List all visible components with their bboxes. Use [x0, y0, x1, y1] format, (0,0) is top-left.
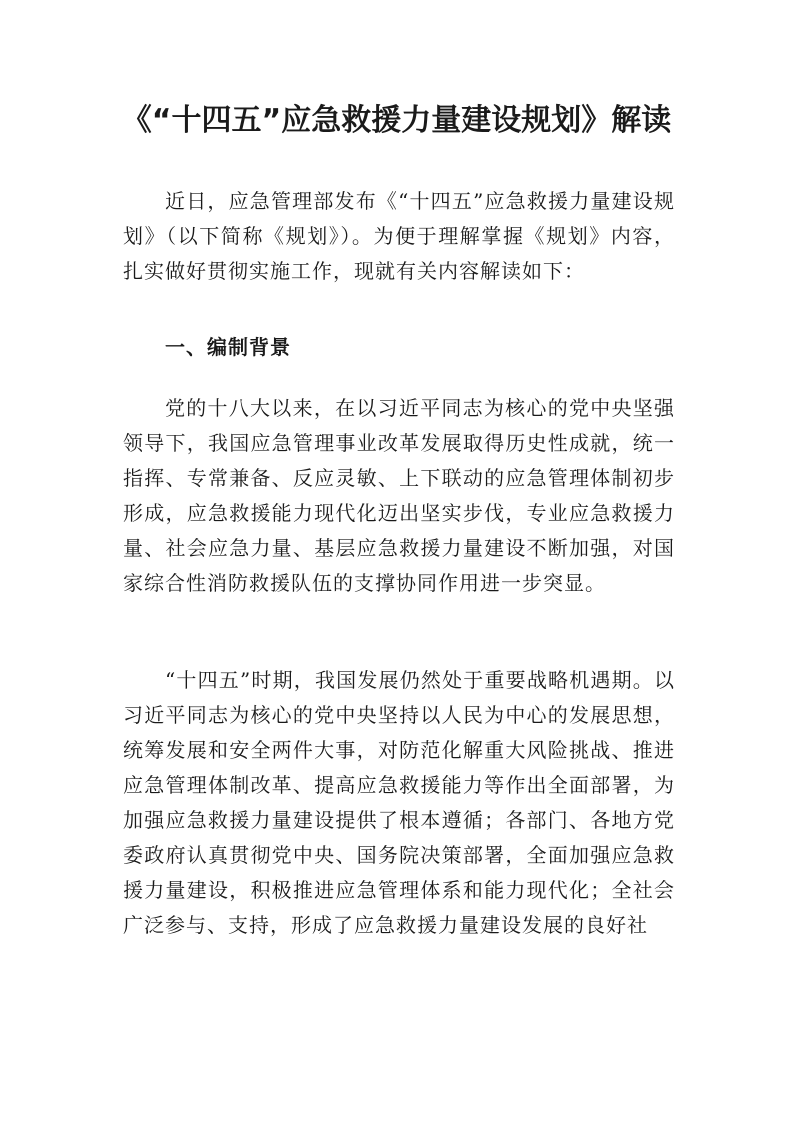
section-heading: 一、编制背景 [165, 335, 291, 359]
intro-paragraph: 近日，应急管理部发布《“十四五”应急救援力量建设规划》（以下简称《规划》）。为便于理解掌握《规划》内容，扎实做好贯彻实施工作，现就有关内容解读如下： [123, 189, 675, 283]
background-paragraph-2: “十四五”时期，我国发展仍然处于重要战略机遇期。以习近平同志为核心的党中央坚持以人民为中心的发展思想，统筹发展和安全两件大事，对防范化解重大风险挑战、推进应急管理体制改革、提高应急救援能力等作出全面部署，为加强应急救援力量建设提供了根本遵循；各部门、各地方党委政府认真贯彻党中央、国务院决策部署，全面加强应急救援力量建设，积极推进应急管理体系和能力现代化；全社会广泛参与、支持，形成了应急救援力量建设发展的良好社 [123, 668, 675, 937]
document-title: 《“十四五”应急救援力量建设规划》解读 [121, 103, 672, 138]
background-paragraph-1: 党的十八大以来，在以习近平同志为核心的党中央坚强领导下，我国应急管理事业改革发展取得历史性成就，统一指挥、专常兼备、反应灵敏、上下联动的应急管理体制初步形成，应急救援能力现代化迈出坚实步伐，专业应急救援力量、社会应急力量、基层应急救援力量建设不断加强，对国家综合性消防救援队伍的支撑协同作用进一步突显。 [123, 396, 675, 595]
